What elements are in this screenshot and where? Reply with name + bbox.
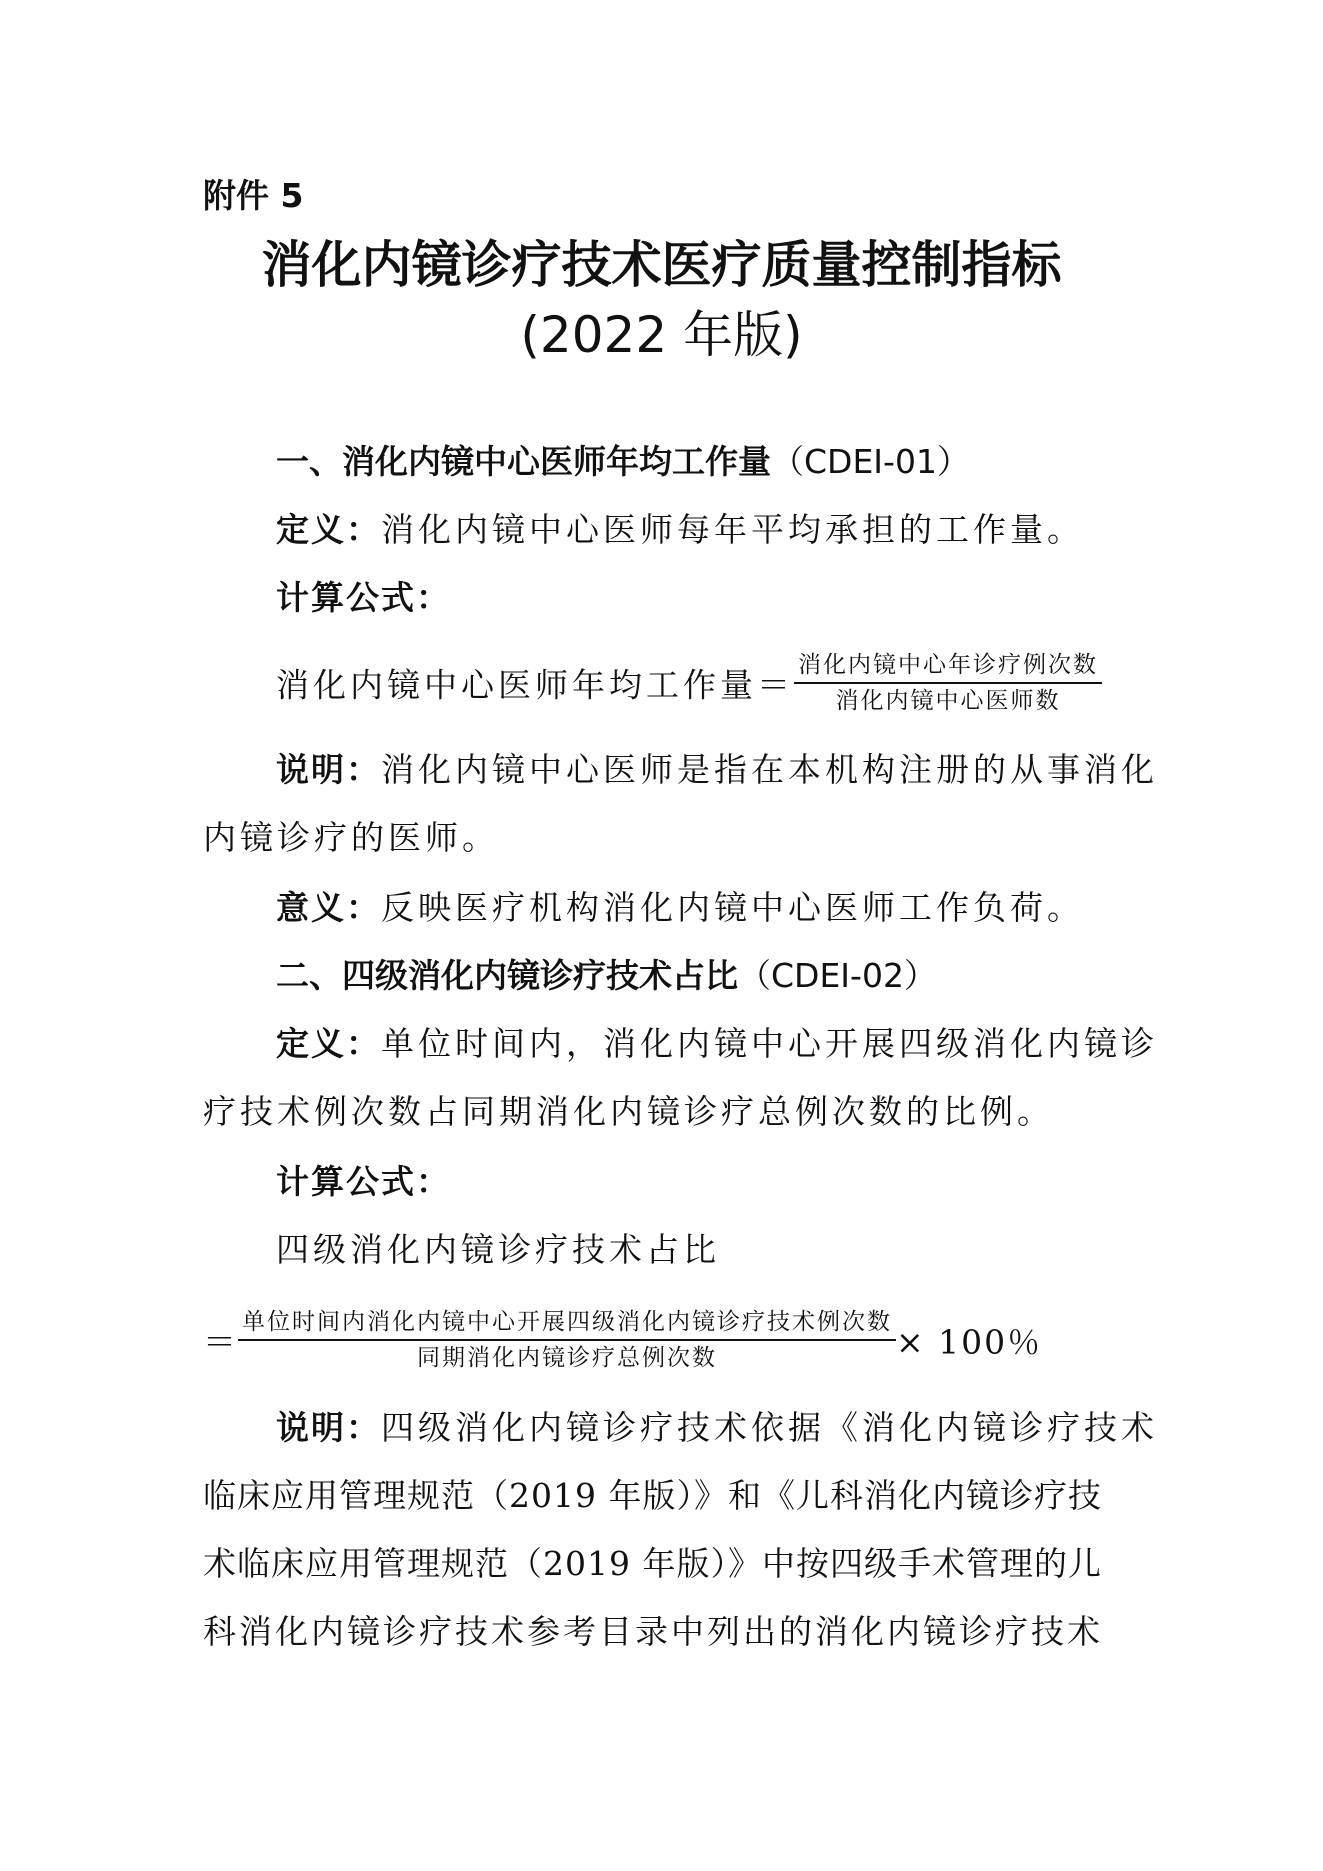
note-label: 说明： [276,750,381,789]
section-1-meaning [276,884,1084,932]
section-2-definition-cont: 疗技术例次数占同期消化内镜诊疗总例次数的比例。 [203,1092,1054,1131]
meaning-label: 意义： [276,888,381,927]
section-1-heading [276,438,970,486]
definition-label: 定义： [276,510,381,549]
section-2-heading [276,952,937,1000]
meaning-text: 反映医疗机构消化内镜中心医师工作负荷。 [381,888,1084,927]
formula-label: 计算公式： [276,578,451,617]
attachment-label: 附件 5 [203,176,304,215]
section-2-formula [203,1305,1042,1375]
definition-label: 定义： [276,1024,381,1063]
section-2-formula-label [276,1158,451,1206]
formula-equals: ＝ [203,1322,238,1362]
document-title: 消化内镜诊疗技术医疗质量控制指标 [261,236,1062,294]
note-text: 消化内镜中心医师是指在本机构注册的从事消化 [381,750,1158,789]
document-title-edition: (2022 年版) [520,306,803,364]
section-1-code: （CDEI-01） [771,442,970,481]
formula-lhs: 消化内镜中心医师年均工作量＝ [276,665,794,705]
note-label: 说明： [276,1408,381,1447]
section-2-note-cont-3: 科消化内镜诊疗技术参考目录中列出的消化内镜诊疗技术 [203,1612,1103,1651]
section-1-formula [276,648,1102,718]
formula-fraction [238,1305,896,1375]
section-2-code: （CDEI-02） [738,956,937,995]
section-1-note [276,746,1158,794]
formula-numerator: 单位时间内消化内镜中心开展四级消化内镜诊疗技术例次数 [238,1305,896,1341]
definition-text: 消化内镜中心医师每年平均承担的工作量。 [381,510,1084,549]
formula-numerator: 消化内镜中心年诊疗例次数 [794,648,1102,684]
definition-text: 单位时间内，消化内镜中心开展四级消化内镜诊 [381,1024,1158,1063]
section-2-formula-lhs: 四级消化内镜诊疗技术占比 [276,1230,720,1269]
section-1-heading-text: 一、消化内镜中心医师年均工作量 [276,442,771,481]
formula-multiplier: × 100％ [896,1322,1043,1362]
formula-fraction [794,648,1102,718]
section-2-note-cont-2: 术临床应用管理规范（2019 年版）》中按四级手术管理的儿 [203,1544,1102,1583]
section-1-note-cont: 内镜诊疗的医师。 [203,818,499,857]
note-text: 四级消化内镜诊疗技术依据《消化内镜诊疗技术 [381,1408,1158,1447]
section-2-definition [276,1020,1158,1068]
section-2-note-cont-1: 临床应用管理规范（2019 年版）》和《儿科消化内镜诊疗技 [203,1476,1102,1515]
section-1-formula-label [276,574,451,622]
formula-denominator: 消化内镜中心医师数 [835,688,1061,714]
formula-denominator: 同期消化内镜诊疗总例次数 [417,1345,717,1371]
section-2-heading-text: 二、四级消化内镜诊疗技术占比 [276,956,738,995]
formula-label: 计算公式： [276,1162,451,1201]
section-2-note [276,1404,1158,1452]
section-1-definition [276,506,1084,554]
